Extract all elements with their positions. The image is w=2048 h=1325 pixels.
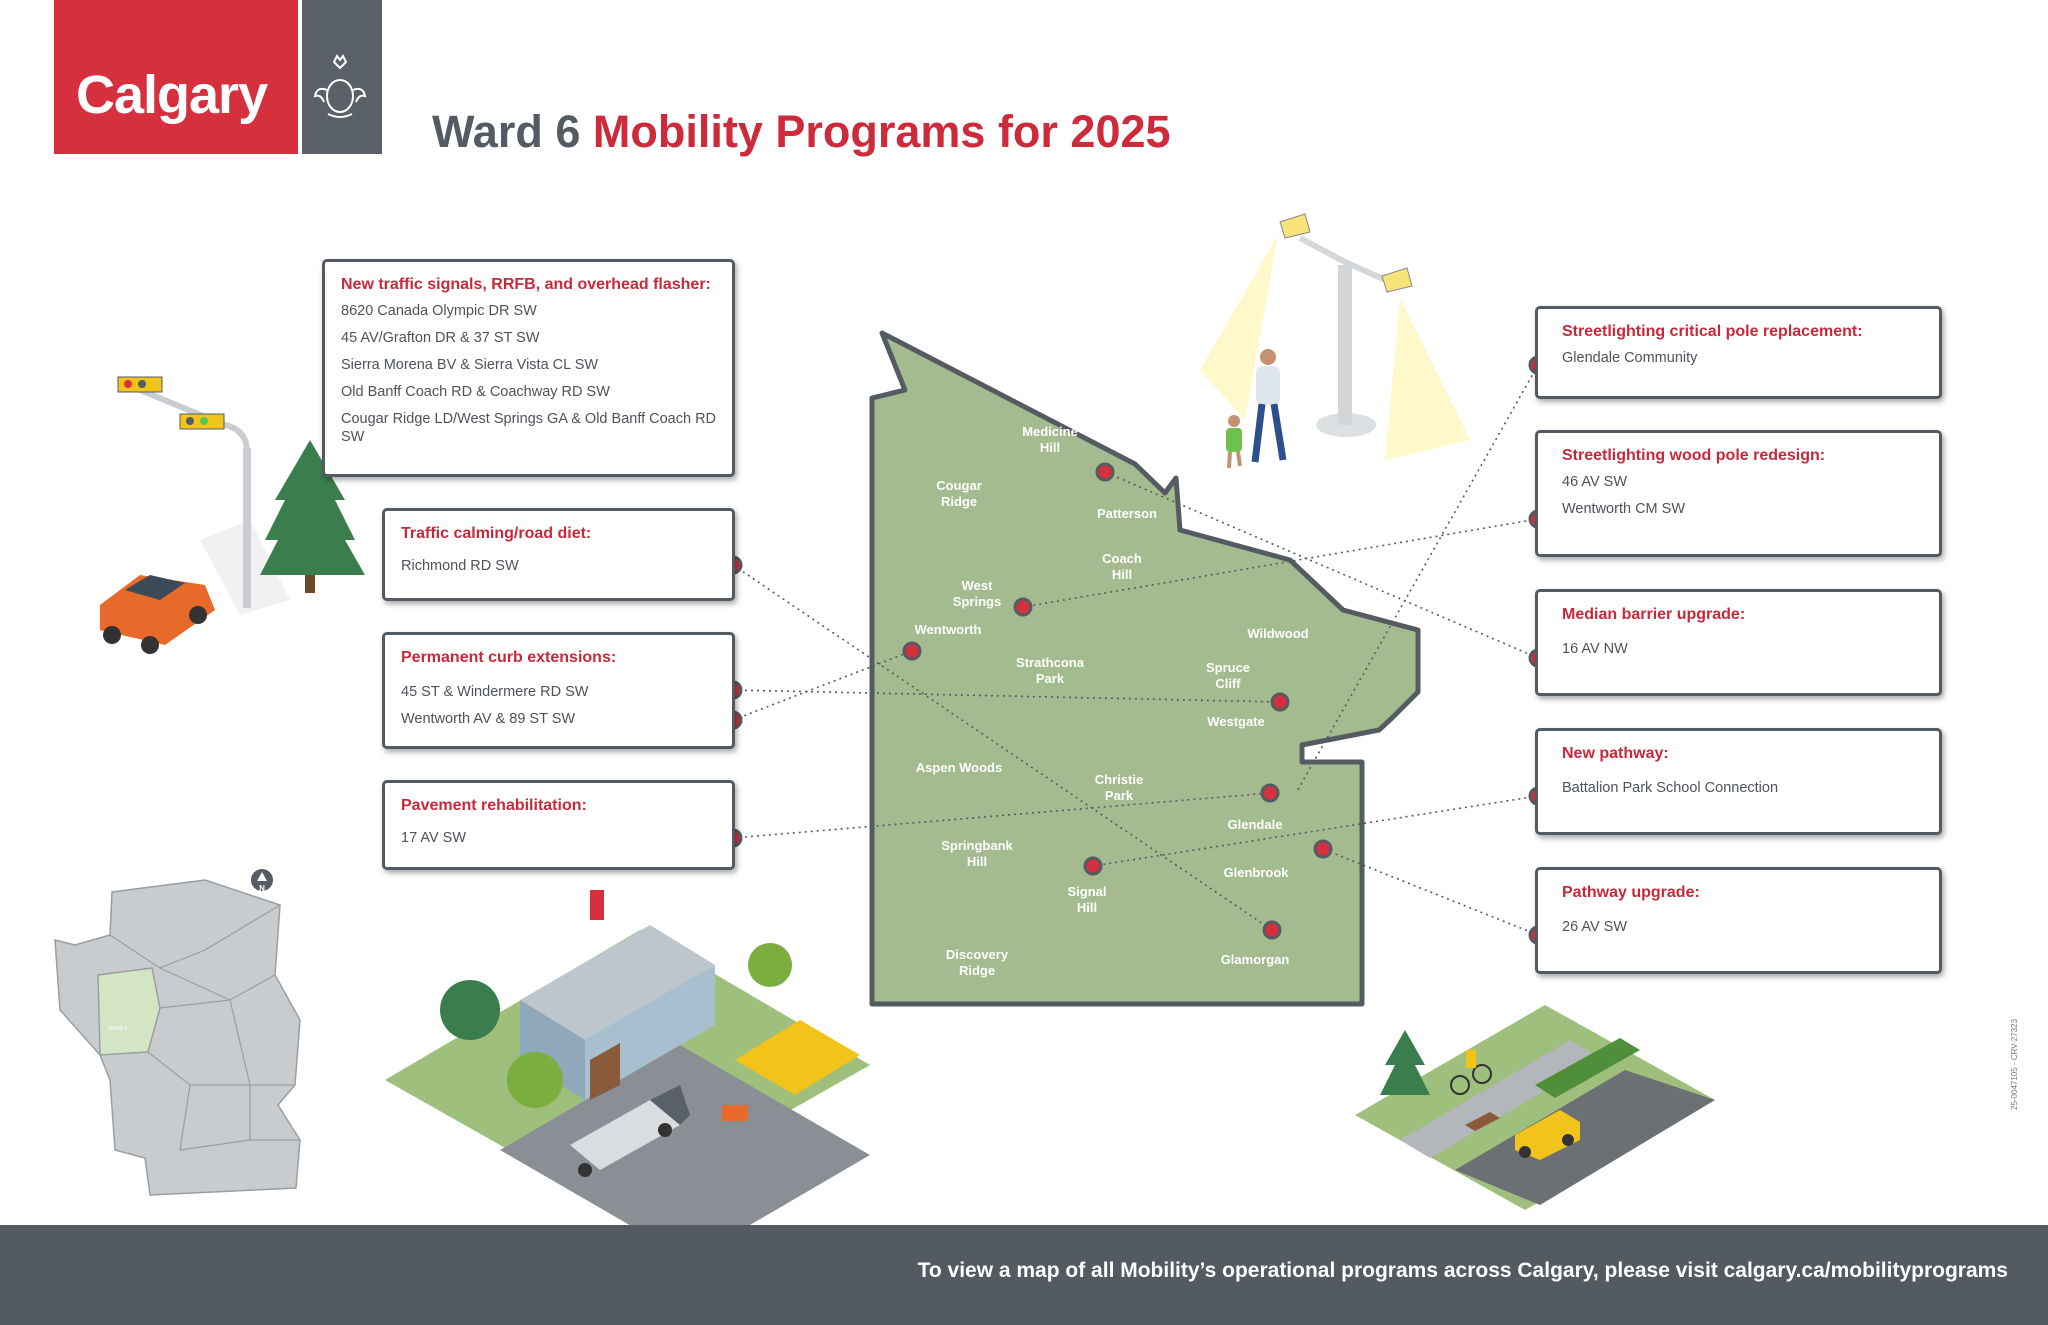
community-christie-park: Christie Park <box>1094 772 1144 803</box>
map-point-glendale[interactable] <box>1262 785 1278 801</box>
box-curb-extensions <box>382 632 735 749</box>
box-streetlighting-redesign <box>1535 430 1942 557</box>
list-item: 8620 Canada Olympic DR SW <box>341 303 537 319</box>
community-glamorgan: Glamorgan <box>1220 952 1290 967</box>
list-item: 17 AV SW <box>401 830 467 846</box>
list-item: 46 AV SW <box>1562 474 1628 490</box>
list-item: Wentworth AV & 89 ST SW <box>401 711 576 727</box>
box-streetlighting-replacement <box>1535 306 1942 399</box>
box-heading: Median barrier upgrade: <box>1562 606 1746 623</box>
list-item: Sierra Morena BV & Sierra Vista CL SW <box>341 357 599 373</box>
document-code: 25-0047105 - CRV-27323 <box>2010 1018 2019 1110</box>
mini-map-ward-6-label: WARD 6 <box>108 1026 128 1032</box>
box-heading: Streetlighting critical pole replacement: <box>1562 323 1863 340</box>
box-heading: New traffic signals, RRFB, and overhead flasher: <box>341 276 711 293</box>
compass-label: N <box>259 884 265 893</box>
community-signal-hill: Signal Hill <box>1067 884 1107 915</box>
community-discovery-ridge: Discovery Ridge <box>945 947 1009 978</box>
box-traffic-signals <box>322 259 735 477</box>
box-traffic-calming <box>382 508 735 601</box>
box-heading: Traffic calming/road diet: <box>401 525 592 542</box>
community-patterson: Patterson <box>1097 506 1157 521</box>
list-item: 45 AV/Grafton DR & 37 ST SW <box>341 330 540 346</box>
community-strathcona-park: Strathcona Park <box>1016 655 1084 686</box>
community-glendale: Glendale <box>1227 817 1283 832</box>
community-wentworth: Wentworth <box>914 622 982 637</box>
list-item: Richmond RD SW <box>401 558 519 574</box>
list-item: 45 ST & Windermere RD SW <box>401 684 589 700</box>
list-item: Cougar Ridge LD/West Springs GA & Old Banff Coach RD SW <box>341 411 717 445</box>
box-heading: Permanent curb extensions: <box>401 649 617 666</box>
community-aspen-woods: Aspen Woods <box>915 760 1003 775</box>
list-item: Old Banff Coach RD & Coachway RD SW <box>341 384 610 400</box>
box-pavement-rehabilitation <box>382 780 735 870</box>
map-point-patterson[interactable] <box>1097 464 1113 480</box>
title-prefix: Ward 6 <box>432 106 581 157</box>
community-west-springs: West Springs <box>952 578 1002 609</box>
community-glenbrook: Glenbrook <box>1223 865 1289 880</box>
list-item: Wentworth CM SW <box>1562 501 1686 517</box>
list-item: Glendale Community <box>1562 350 1698 366</box>
box-heading: Pathway upgrade: <box>1562 884 1700 901</box>
pathway-illustration <box>1355 1005 1715 1210</box>
map-point-wentworth[interactable] <box>904 643 920 659</box>
list-item: Battalion Park School Connection <box>1562 780 1779 796</box>
mini-calgary-map <box>55 869 300 1195</box>
footer-text: To view a map of all Mobility’s operational programs across Calgary, please visit calgary.ca/mobilityprograms <box>917 1259 2008 1282</box>
map-point-spruce-cliff[interactable] <box>1272 694 1288 710</box>
community-cougar-ridge: Cougar Ridge <box>936 478 982 509</box>
community-coach-hill: Coach Hill <box>1102 551 1142 582</box>
community-medicine-hill: Medicine Hill <box>1022 424 1078 455</box>
title-main: Mobility Programs for 2025 <box>592 106 1171 157</box>
box-new-pathway <box>1535 728 1942 835</box>
box-heading: Pavement rehabilitation: <box>401 797 587 814</box>
box-heading: Streetlighting wood pole redesign: <box>1562 447 1826 464</box>
list-item: 26 AV SW <box>1562 919 1628 935</box>
list-item: 16 AV NW <box>1562 641 1628 657</box>
map-point-glamorgan[interactable] <box>1264 922 1280 938</box>
footer-bar <box>0 1225 2048 1325</box>
map-point-glenbrook[interactable] <box>1315 841 1331 857</box>
roadwork-illustration <box>385 890 870 1260</box>
streetlight-illustration <box>1200 214 1470 468</box>
mini-map-ward-6 <box>98 968 160 1055</box>
map-point-west-springs[interactable] <box>1015 599 1031 615</box>
box-pathway-upgrade <box>1535 867 1942 974</box>
community-springbank-hill: Springbank Hill <box>941 838 1013 869</box>
map-point-signal-hill[interactable] <box>1085 858 1101 874</box>
box-heading: New pathway: <box>1562 745 1669 762</box>
community-spruce-cliff: Spruce Cliff <box>1205 660 1251 691</box>
community-westgate: Westgate <box>1207 714 1265 729</box>
logo-text: Calgary <box>76 65 268 125</box>
box-median-barrier <box>1535 589 1942 696</box>
community-wildwood: Wildwood <box>1247 626 1309 641</box>
